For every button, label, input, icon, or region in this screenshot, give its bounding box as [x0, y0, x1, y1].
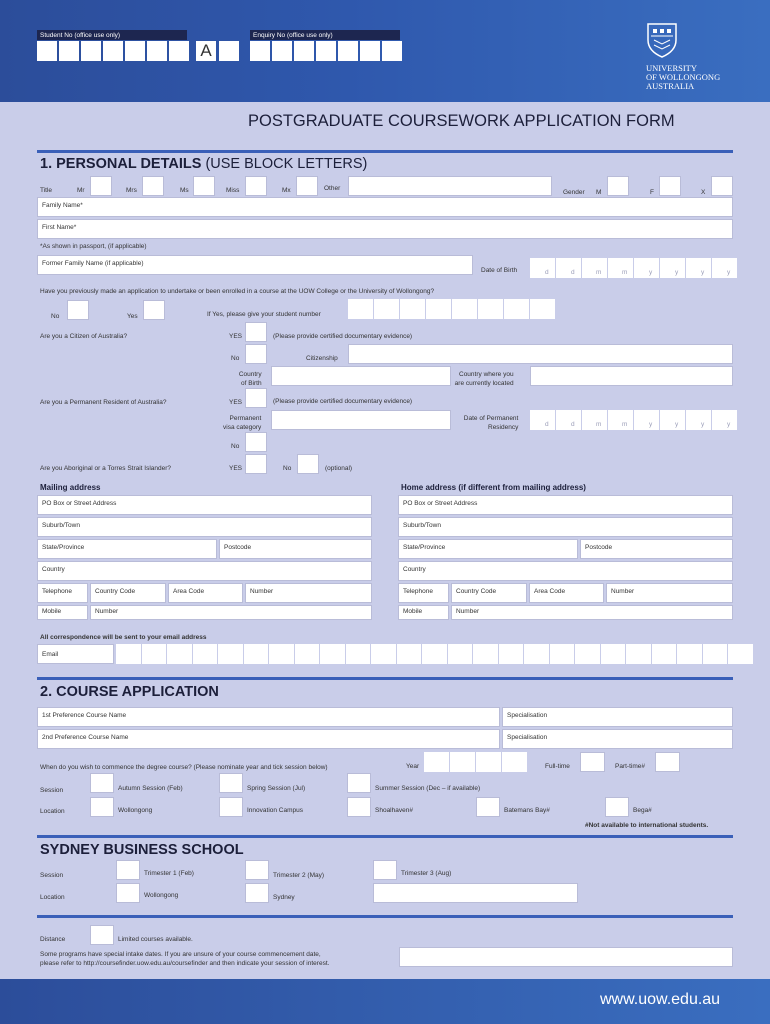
citizen-no-label: No [231, 355, 240, 362]
sbs-wollongong-label: Wollongong [144, 892, 179, 899]
title-mr-checkbox[interactable] [90, 176, 112, 196]
full-time-checkbox[interactable] [580, 752, 605, 772]
residency-date-label: Date of Permanent Residency [463, 415, 519, 431]
dob-boxes[interactable]: d d m m y y y y [530, 258, 737, 278]
mailing-state-field[interactable]: State/Province [37, 539, 217, 559]
trimester2-checkbox[interactable] [245, 860, 269, 880]
enquiry-no-label: Enquiry No (office use only) [250, 30, 400, 40]
gender-x-label: X [701, 189, 706, 196]
batemans-bay-label: Batemans Bay# [504, 807, 550, 814]
aboriginal-question: Are you Aboriginal or a Torres Strait Islander? [40, 465, 172, 472]
session-label: Session [40, 787, 64, 794]
resident-no-label: No [231, 443, 240, 450]
title-mrs-checkbox[interactable] [142, 176, 164, 196]
prev-applied-question: Have you previously made an application to undertake or been enrolled in a course at the UOW College or the University of Wollongong? [40, 288, 435, 295]
mailing-street-field[interactable]: PO Box or Street Address [37, 495, 372, 515]
autumn-session-label: Autumn Session (Feb) [118, 785, 183, 792]
sbs-rule [37, 835, 733, 838]
current-country-field[interactable] [530, 366, 733, 386]
aboriginal-yes-label: YES [229, 465, 243, 472]
country-of-birth-field[interactable] [271, 366, 451, 386]
title-ms-label: Ms [180, 187, 189, 194]
spring-session-checkbox[interactable] [219, 773, 243, 793]
enquiry-no-boxes[interactable] [250, 41, 402, 61]
student-number-prompt: If Yes, please give your student number [207, 311, 321, 318]
prev-no-checkbox[interactable] [67, 300, 89, 320]
mailing-postcode-field[interactable]: Postcode [219, 539, 372, 559]
limited-courses-note: Limited courses available. [118, 936, 193, 943]
current-country-label: Country where you are currently located [454, 371, 514, 387]
distance-rule [37, 915, 733, 918]
gender-m-label: M [596, 189, 602, 196]
prefix-extra-box[interactable] [219, 41, 239, 61]
resident-yes-label: YES [229, 399, 243, 406]
university-crest-logo [646, 22, 678, 58]
location-label: Location [40, 808, 65, 815]
innovation-campus-label: Innovation Campus [247, 807, 304, 814]
home-phone-number-field[interactable]: Number [606, 583, 733, 603]
resident-evidence-note: (Please provide certified documentary evidence) [273, 398, 413, 405]
trimester1-checkbox[interactable] [116, 860, 140, 880]
summer-session-checkbox[interactable] [347, 773, 371, 793]
title-miss-label: Miss [226, 187, 240, 194]
title-other-label: Other [324, 185, 341, 192]
trimester2-label: Trimester 2 (May) [273, 872, 325, 879]
sbs-sydney-label: Sydney [273, 894, 295, 901]
title-ms-checkbox[interactable] [193, 176, 215, 196]
mailing-telephone-label: Telephone [37, 583, 88, 603]
shoalhaven-checkbox[interactable] [347, 797, 371, 817]
prev-no-label: No [51, 313, 60, 320]
mailing-address-title: Mailing address [40, 483, 101, 492]
part-time-label: Part-time# [615, 763, 645, 770]
visa-category-label: Permanent visa category [223, 415, 262, 431]
shoalhaven-label: Shoalhaven# [375, 807, 413, 814]
title-mrs-label: Mrs [126, 187, 137, 194]
sbs-sydney-checkbox[interactable] [245, 883, 269, 903]
citizen-question: Are you a Citizen of Australia? [40, 333, 128, 340]
gender-label: Gender [563, 189, 585, 196]
home-area-code-field[interactable]: Area Code [529, 583, 604, 603]
citizen-yes-checkbox[interactable] [245, 322, 267, 342]
section1-rule [37, 150, 733, 153]
session-of-interest-field[interactable] [399, 947, 733, 967]
citizenship-field[interactable] [348, 344, 733, 364]
home-suburb-field[interactable]: Suburb/Town [398, 517, 733, 537]
email-character-boxes[interactable] [116, 644, 753, 664]
batemans-bay-checkbox[interactable] [476, 797, 500, 817]
citizen-yes-label: YES [229, 333, 243, 340]
university-name: UNIVERSITY OF WOLLONGONG AUSTRALIA [646, 63, 721, 91]
year-boxes[interactable] [424, 752, 527, 772]
family-name-field[interactable]: Family Name* [37, 197, 733, 217]
distance-checkbox[interactable] [90, 925, 114, 945]
home-telephone-label: Telephone [398, 583, 449, 603]
commence-question: When do you wish to commence the degree course? (Please nominate year and tick session below) [40, 764, 328, 771]
trimester1-label: Trimester 1 (Feb) [144, 870, 194, 877]
citizen-evidence-note: (Please provide certified documentary evidence) [273, 333, 413, 340]
home-country-code-field[interactable]: Country Code [451, 583, 527, 603]
pref1-course-field[interactable]: 1st Preference Course Name [37, 707, 500, 727]
aboriginal-yes-checkbox[interactable] [245, 454, 267, 474]
optional-note: (optional) [325, 465, 353, 472]
year-label: Year [406, 763, 420, 770]
international-note: #Not available to international students. [585, 822, 709, 829]
autumn-session-checkbox[interactable] [90, 773, 114, 793]
intake-note: Some programs have special intake dates. If you are unsure of your course commencement date, please refer to http://coursefinder.uow.edu.au/coursefinder and then indicate your session of interest. [40, 951, 330, 967]
home-street-field[interactable]: PO Box or Street Address [398, 495, 733, 515]
title-label: Title [40, 187, 53, 194]
visa-category-field[interactable] [271, 410, 451, 430]
student-number-boxes[interactable] [348, 299, 555, 319]
student-no-boxes[interactable] [37, 41, 189, 61]
prev-yes-checkbox[interactable] [143, 300, 165, 320]
mailing-mobile-label: Mobile [37, 605, 88, 620]
former-name-field[interactable]: Former Family Name (if applicable) [37, 255, 473, 275]
home-country-field[interactable]: Country [398, 561, 733, 581]
email-label: Email [37, 644, 114, 664]
trimester3-label: Trimester 3 (Aug) [401, 870, 452, 877]
mailing-mobile-field[interactable]: Number [90, 605, 372, 620]
sbs-location-other-field[interactable] [373, 883, 578, 903]
mailing-country-field[interactable]: Country [37, 561, 372, 581]
citizen-no-checkbox[interactable] [245, 344, 267, 364]
resident-question: Are you a Permanent Resident of Australia? [40, 399, 167, 406]
mailing-country-code-field[interactable]: Country Code [90, 583, 166, 603]
bega-checkbox[interactable] [605, 797, 629, 817]
spring-session-label: Spring Session (Jul) [247, 785, 306, 792]
gender-f-checkbox[interactable] [659, 176, 681, 196]
dob-label: Date of Birth [481, 267, 518, 274]
email-note: All correspondence will be sent to your email address [40, 634, 207, 641]
gender-x-checkbox[interactable] [711, 176, 733, 196]
mailing-suburb-field[interactable]: Suburb/Town [37, 517, 372, 537]
aboriginal-no-label: No [283, 465, 292, 472]
pref2-specialisation-field[interactable]: Specialisation [502, 729, 733, 749]
residency-date-boxes[interactable]: d d m m y y y y [530, 410, 737, 430]
resident-no-checkbox[interactable] [245, 432, 267, 452]
sbs-wollongong-checkbox[interactable] [116, 883, 140, 903]
pref1-specialisation-field[interactable]: Specialisation [502, 707, 733, 727]
gender-m-checkbox[interactable] [607, 176, 629, 196]
home-address-title: Home address (if different from mailing address) [401, 483, 586, 492]
home-mobile-label: Mobile [398, 605, 449, 620]
trimester3-checkbox[interactable] [373, 860, 397, 880]
title-mr-label: Mr [77, 187, 85, 194]
mailing-phone-number-field[interactable]: Number [245, 583, 372, 603]
home-state-field[interactable]: State/Province [398, 539, 578, 559]
sbs-title: SYDNEY BUSINESS SCHOOL [40, 842, 244, 858]
bega-label: Bega# [633, 807, 652, 814]
title-miss-checkbox[interactable] [245, 176, 267, 196]
home-postcode-field[interactable]: Postcode [580, 539, 733, 559]
wollongong-label: Wollongong [118, 807, 153, 814]
innovation-campus-checkbox[interactable] [219, 797, 243, 817]
course-application-title: 2. COURSE APPLICATION [40, 684, 219, 700]
title-mx-label: Mx [282, 187, 291, 194]
country-of-birth-label: Country of Birth [238, 371, 262, 387]
form-title: POSTGRADUATE COURSEWORK APPLICATION FORM [248, 112, 675, 130]
website-link[interactable]: www.uow.edu.au [600, 991, 721, 1008]
summer-session-label: Summer Session (Dec – if available) [375, 785, 481, 792]
student-no-label: Student No (office use only) [37, 30, 187, 40]
citizenship-label: Citizenship [306, 355, 338, 362]
title-other-field[interactable] [348, 176, 552, 196]
home-mobile-field[interactable]: Number [451, 605, 733, 620]
part-time-checkbox[interactable] [655, 752, 680, 772]
sbs-location-label: Location [40, 894, 65, 901]
wollongong-checkbox[interactable] [90, 797, 114, 817]
personal-details-title: 1. PERSONAL DETAILS (USE BLOCK LETTERS) [40, 156, 368, 172]
prev-yes-label: Yes [127, 313, 138, 320]
full-time-label: Full-time [545, 763, 570, 770]
pref2-course-field[interactable]: 2nd Preference Course Name [37, 729, 500, 749]
gender-f-label: F [650, 189, 654, 196]
distance-label: Distance [40, 936, 66, 943]
title-mx-checkbox[interactable] [296, 176, 318, 196]
aboriginal-no-checkbox[interactable] [297, 454, 319, 474]
prefix-letter-box: A [196, 41, 216, 61]
resident-yes-checkbox[interactable] [245, 388, 267, 408]
sbs-session-label: Session [40, 872, 64, 879]
section2-rule [37, 677, 733, 680]
first-name-field[interactable]: First Name* [37, 219, 733, 239]
passport-note: *As shown in passport, (if applicable) [40, 243, 147, 250]
mailing-area-code-field[interactable]: Area Code [168, 583, 243, 603]
